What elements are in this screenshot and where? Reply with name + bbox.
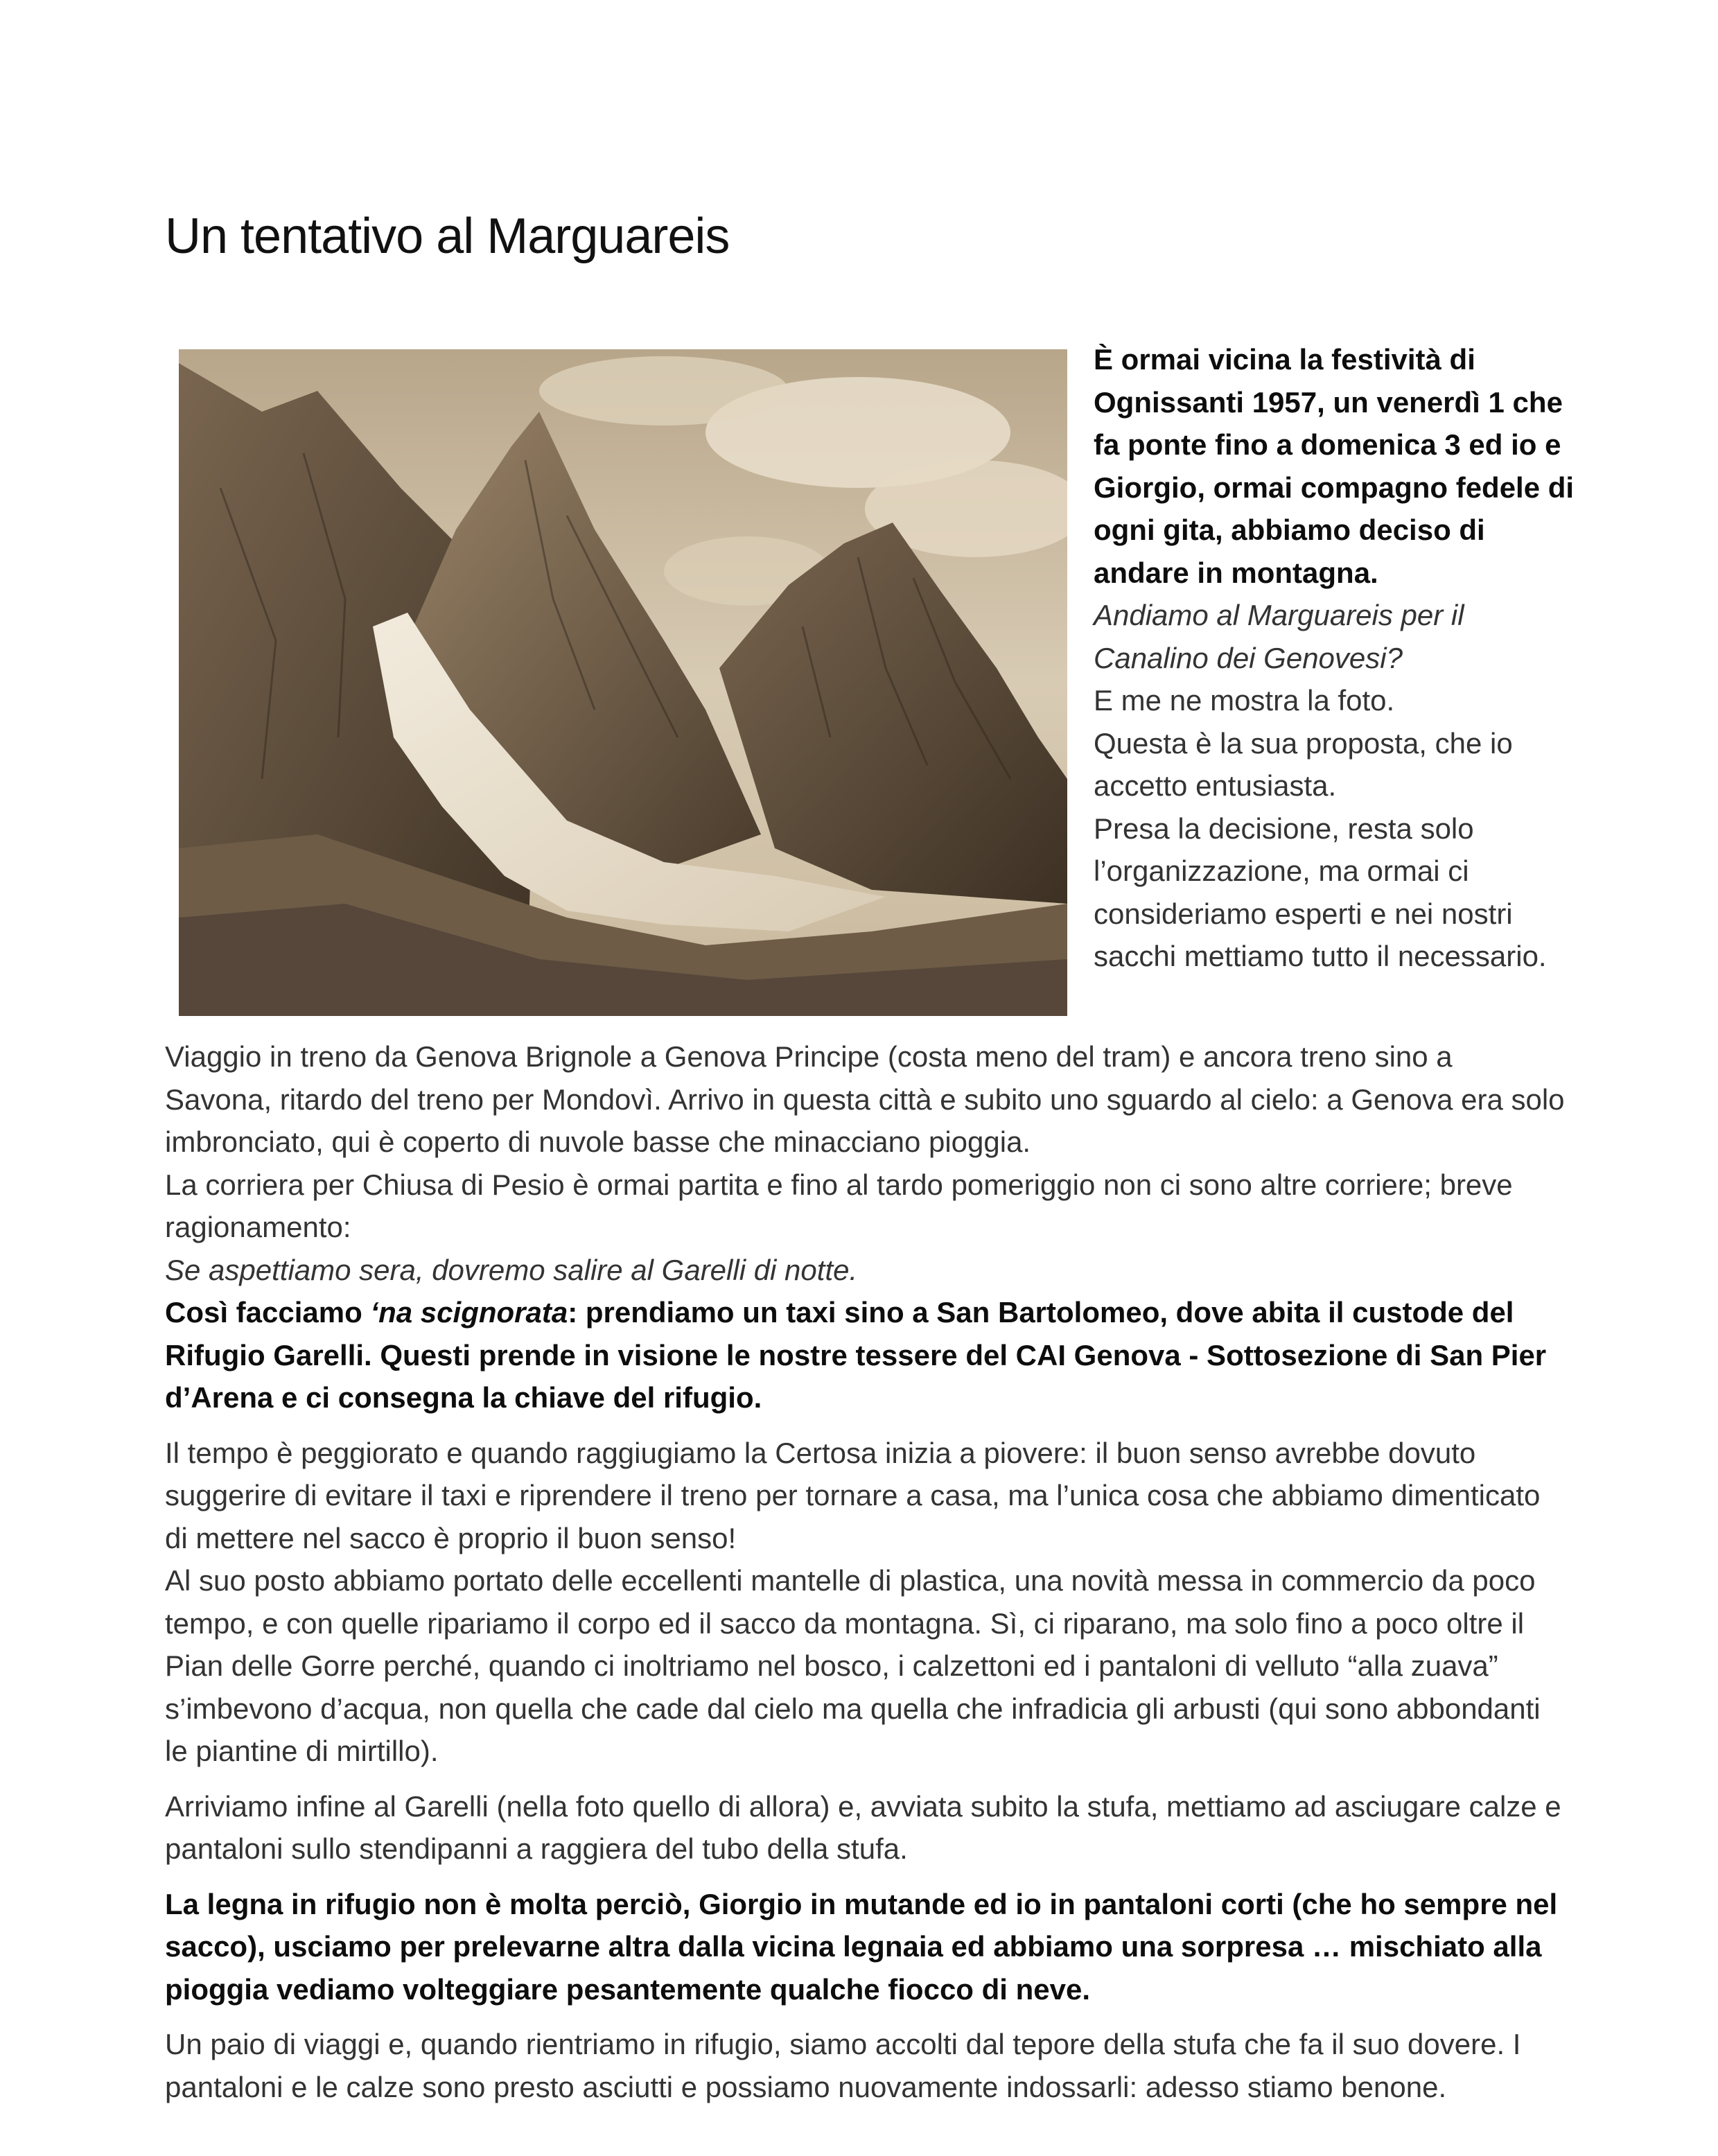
mountain-photo [179,349,1067,1016]
proposal-paragraph: Questa è la sua proposta, che io accetto entusiasta. [1094,726,1513,802]
warm-paragraph: Un paio di viaggi e, quando rientriamo in rifugio, siamo accolti dal tepore della stufa che fa il suo dovere. I pantaloni e le calze sono presto asciutti e possiamo nuovamente indossarli: adesso stiamo benone. [165,2028,1521,2103]
capes-paragraph: Al suo posto abbiamo portato delle eccellenti mantelle di plastica, una novità messa in commercio da poco tempo, e con quelle ripariamo il corpo ed il sacco da montagna. Sì, ci riparano, ma solo fino a poco oltre il Pian delle Gorre perché, quando ci inoltriamo nel bosco, i calzettoni ed i pantaloni di velluto “alla zuava” s’imbevono d’acqua, non quella che cade dal cielo ma quella che infradicia gli arbusti (qui sono abbondanti le piantine di mirtillo). [165,1564,1541,1767]
weather-paragraph: Il tempo è peggiorato e quando raggiugiamo la Certosa inizia a piovere: il buon senso avrebbe dovuto suggerire di evitare il taxi e riprendere il treno per tornare a casa, ma l’unica cosa che abbiamo dimenticato di mettere nel sacco è proprio il buon senso! [165,1436,1541,1554]
taxi-paragraph-start: Così facciamo [165,1296,371,1329]
page-title: Un tentativo al Marguareis [165,209,730,264]
mountain-photo-illustration [179,349,1067,1016]
question-line: Andiamo al Marguareis per il Canalino dei Genovesi? [1094,599,1464,674]
garelli-paragraph: Arriviamo infine al Garelli (nella foto quello di allora) e, avviata subito la stufa, mettiamo ad asciugare calze e pantaloni sullo stendipanni a raggiera del tubo della stufa. [165,1789,1561,1865]
taxi-paragraph [165,1291,1565,1419]
taxi-paragraph-rest: : prendiamo un taxi sino a San Bartolomeo, dove abita il custode del Rifugio Garelli. Questi prende in visione le nostre tessere del CAI Genova - Sottosezione di San Pier d’Arena e ci consegna la chiave del rifugio. [165,1296,1547,1414]
organization-paragraph: Presa la decisione, resta solo l’organizzazione, ma ormai ci consideriamo esperti e nei nostri sacchi mettiamo tutto il necessario. [1094,812,1547,972]
taxi-paragraph-dialect: ‘na scignorata [370,1296,568,1329]
wood-paragraph: La legna in rifugio non è molta perciò, Giorgio in mutande ed io in pantaloni corti (che ho sempre nel sacco), usciamo per prelevarne altra dalla vicina legnaia ed abbiamo una sorpresa … mischiato alla pioggia vediamo volteggiare pesantemente qualche fiocco di neve. [165,1887,1558,2006]
photo-note: E me ne mostra la foto. [1094,684,1395,717]
sidebar-text [1094,338,1579,978]
night-quote: Se aspettiamo sera, dovremo salire al Garelli di notte. [165,1253,858,1286]
intro-paragraph: È ormai vicina la festività di Ognissanti 1957, un venerdì 1 che fa ponte fino a domenica 3 ed io e Giorgio, ormai compagno fedele di ogni gita, abbiamo deciso di andare in montagna. [1094,343,1575,589]
train-paragraph: Viaggio in treno da Genova Brignole a Genova Principe (costa meno del tram) e ancora treno sino a Savona, ritardo del treno per Mondovì. Arrivo in questa città e subito uno sguardo al cielo: a Genova era solo imbronciato, qui è coperto di nuvole basse che minacciano pioggia. [165,1040,1565,1158]
bus-paragraph: La corriera per Chiusa di Pesio è ormai partita e fino al tardo pomeriggio non ci sono altre corriere; breve ragionamento: [165,1168,1513,1243]
main-text [165,1035,1565,2108]
